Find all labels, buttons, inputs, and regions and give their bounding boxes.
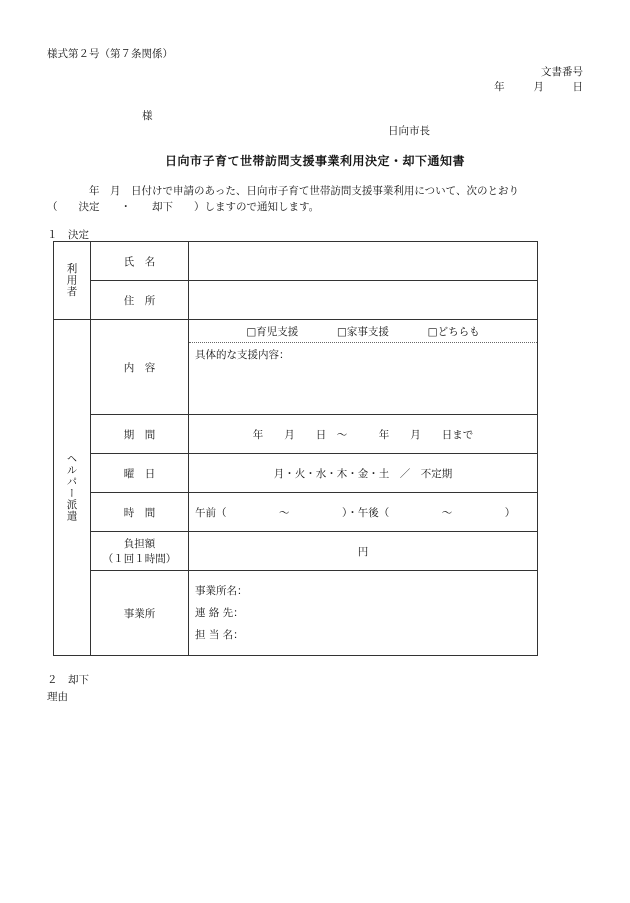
address-row (54, 281, 538, 320)
issuer-name: 日向市長 (388, 125, 430, 137)
content-detail-field[interactable] (189, 343, 537, 413)
intro-line-2: （ 決定 ・ 却下 ）しますので通知します。 (47, 201, 320, 213)
section-rejection-heading: ２ 却下 (47, 674, 89, 686)
fee-label-line2: （１回１時間） (102, 553, 177, 565)
addressee-suffix: 様 (142, 110, 153, 122)
fee-field[interactable]: 円 (189, 532, 538, 571)
fee-label-line1: 負担額 (123, 538, 156, 550)
option-both-checkbox[interactable]: □どちらも (427, 325, 480, 338)
time-row (54, 493, 538, 532)
date-day: 日 (572, 81, 583, 93)
document-number-label: 文書番号 (541, 66, 583, 78)
content-options (189, 320, 537, 343)
option-childcare-checkbox[interactable]: □育児支援 (246, 325, 299, 338)
fee-row (54, 532, 538, 571)
option-housework-checkbox[interactable]: □家事支援 (337, 325, 389, 338)
section-decision-heading: １ 決定 (47, 229, 89, 241)
office-label: 事業所 (91, 571, 189, 656)
days-row (54, 454, 538, 493)
content-detail-label: 具体的な支援内容： (195, 349, 290, 361)
name-field[interactable] (189, 242, 538, 281)
time-field[interactable]: 午前（ ～ ）・午後（ ～ ） (189, 493, 538, 532)
decision-form-table (53, 241, 538, 656)
name-label: 氏 名 (91, 242, 189, 281)
period-field[interactable]: 年 月 日 ～ 年 月 日まで (189, 415, 538, 454)
fee-label (91, 532, 189, 571)
period-label: 期 間 (91, 415, 189, 454)
days-field[interactable]: 月・火・水・木・金・土 ／ 不定期 (189, 454, 538, 493)
period-row (54, 415, 538, 454)
office-person-label: 担 当 名： (195, 629, 244, 641)
intro-line-1: 年 月 日付けで申請のあった、日向市子育て世帯訪問支援事業利用について、次のとおり (47, 185, 519, 197)
content-cell (189, 320, 538, 415)
user-group-label: 利用者 (54, 242, 91, 320)
content-row (54, 320, 538, 415)
address-label: 住 所 (91, 281, 189, 320)
document-title: 日向市子育て世帯訪問支援事業利用決定・却下通知書 (164, 154, 465, 168)
office-name-label: 事業所名： (195, 585, 248, 597)
helper-group-label: ヘルパー派遣 (54, 320, 91, 656)
content-label: 内 容 (91, 320, 189, 415)
office-contact-label: 連 絡 先： (195, 607, 244, 619)
date-year: 年 (494, 81, 505, 93)
days-label: 曜 日 (91, 454, 189, 493)
form-number: 様式第２号（第７条関係） (47, 48, 173, 60)
rejection-reason-label: 理由 (47, 691, 68, 703)
office-row (54, 571, 538, 656)
date-month: 月 (533, 81, 544, 93)
name-row (54, 242, 538, 281)
office-field[interactable] (189, 571, 538, 656)
address-field[interactable] (189, 281, 538, 320)
time-label: 時 間 (91, 493, 189, 532)
issue-date (494, 79, 583, 94)
